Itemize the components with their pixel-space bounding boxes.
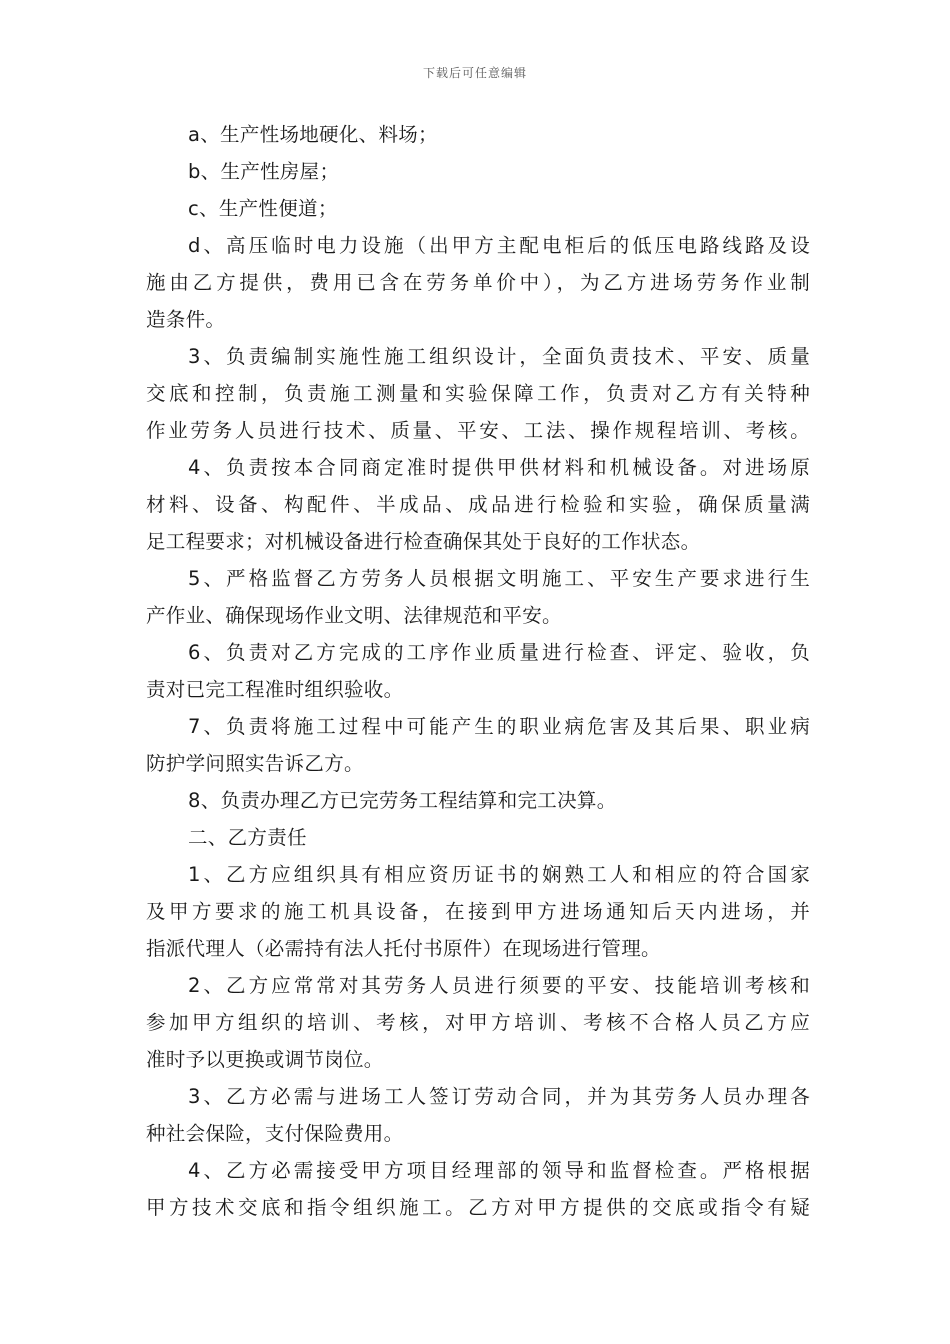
paragraph-line: 5、严格监督乙方劳务人员根据文明施工、平安生产要求进行生 [188, 567, 810, 590]
paragraph-line: 4、负责按本合同商定准时提供甲供材料和机械设备。对进场原 [188, 456, 810, 479]
paragraph-line: 3、负责编制实施性施工组织设计，全面负责技术、平安、质量 [188, 345, 810, 368]
paragraph-line: 准时予以更换或调节岗位。 [146, 1048, 384, 1071]
paragraph-line: 1、乙方应组织具有相应资历证书的娴熟工人和相应的符合国家 [188, 863, 810, 886]
paragraph-line: 施由乙方提供，费用已含在劳务单价中），为乙方进场劳务作业制 [146, 271, 810, 294]
paragraph-line: 材料、设备、构配件、半成品、成品进行检验和实验，确保质量满 [146, 493, 810, 516]
paragraph-line: 8、负责办理乙方已完劳务工程结算和完工决算。 [188, 789, 617, 812]
paragraph-line: 2、乙方应常常对其劳务人员进行须要的平安、技能培训考核和 [188, 974, 810, 997]
paragraph-line: 足工程要求；对机械设备进行检查确保其处于良好的工作状态。 [146, 530, 701, 553]
paragraph-line: 交底和控制，负责施工测量和实验保障工作，负责对乙方有关特种 [146, 382, 810, 405]
paragraph-line: 防护学问照实告诉乙方。 [146, 752, 364, 775]
paragraph-line: 7、负责将施工过程中可能产生的职业病危害及其后果、职业病 [188, 715, 810, 738]
paragraph-line: 产作业、确保现场作业文明、法律规范和平安。 [146, 604, 562, 627]
paragraph-line: 造条件。 [146, 308, 226, 331]
paragraph-line: d、高压临时电力设施（出甲方主配电柜后的低压电路线路及设 [188, 234, 810, 257]
paragraph-line: b、生产性房屋； [188, 160, 340, 183]
paragraph-line: 参加甲方组织的培训、考核，对甲方培训、考核不合格人员乙方应 [146, 1011, 810, 1034]
paragraph-line: 6、负责对乙方完成的工序作业质量进行检查、评定、验收，负 [188, 641, 810, 664]
paragraph-line: 3、乙方必需与进场工人签订劳动合同，并为其劳务人员办理各 [188, 1085, 810, 1108]
paragraph-line: 作业劳务人员进行技术、质量、平安、工法、操作规程培训、考核。 [146, 419, 810, 442]
paragraph-line: 责对已完工程准时组织验收。 [146, 678, 404, 701]
document-body [146, 116, 810, 1226]
paragraph-line: c、生产性便道； [188, 197, 338, 220]
paragraph-line: 指派代理人（必需持有法人托付书原件）在现场进行管理。 [146, 937, 661, 960]
section-heading: 二、乙方责任 [188, 826, 307, 849]
paragraph-line: 种社会保险，支付保险费用。 [146, 1122, 404, 1145]
paragraph-line: 甲方技术交底和指令组织施工。乙方对甲方提供的交底或指令有疑 [146, 1196, 810, 1219]
paragraph-line: 4、乙方必需接受甲方项目经理部的领导和监督检查。严格根据 [188, 1159, 810, 1182]
paragraph-line: a、生产性场地硬化、料场； [188, 123, 438, 146]
paragraph-line: 及甲方要求的施工机具设备，在接到甲方进场通知后天内进场，并 [146, 900, 810, 923]
page-header: 下载后可任意编辑 [422, 66, 527, 80]
